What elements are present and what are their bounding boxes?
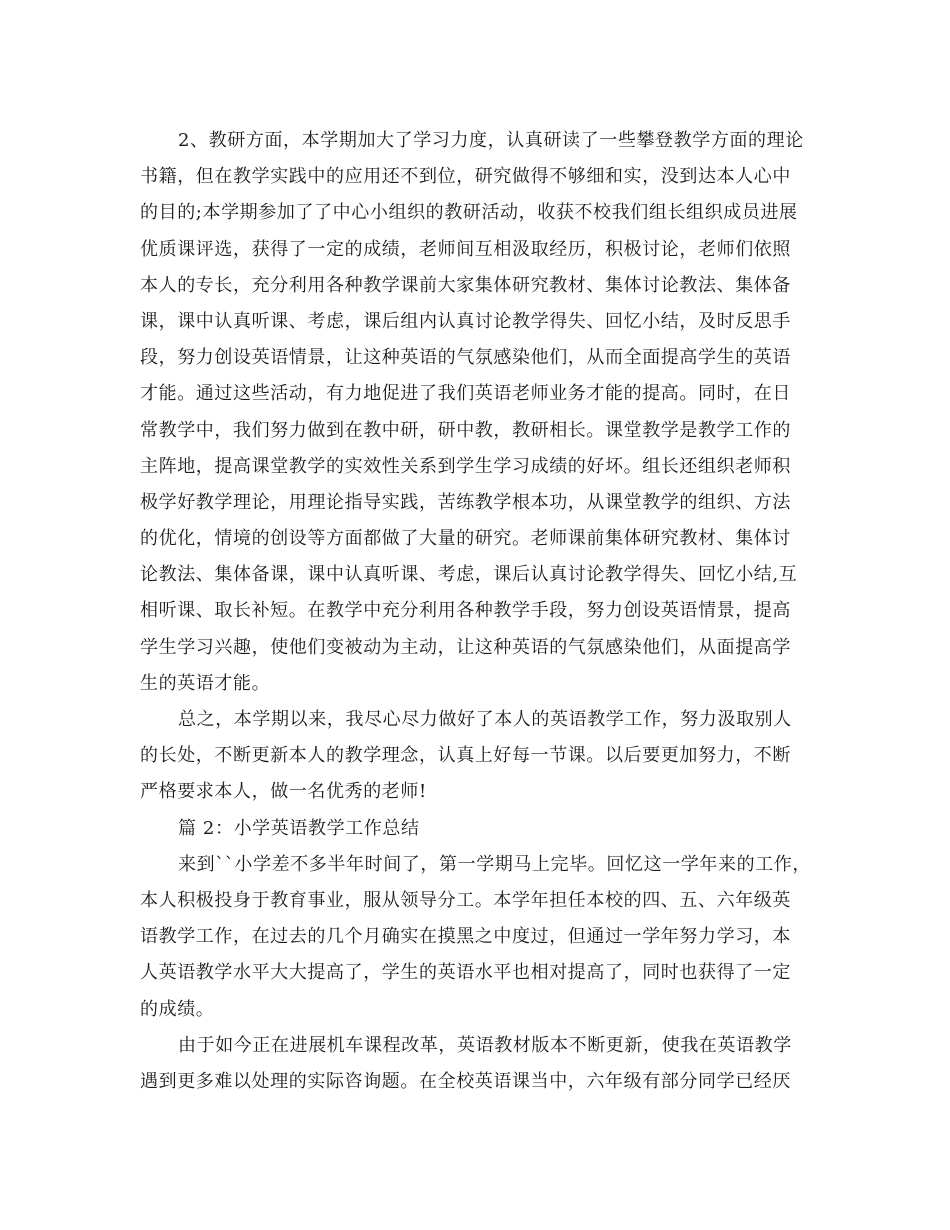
text-line: 论教法、集体备课，课中认真听课、考虑，课后认真讨论教学得失、回忆小结,互 [140, 564, 798, 586]
text-line: 段，努力创设英语情景，让这种英语的气氛感染他们，从而全面提高学生的英语 [140, 347, 791, 369]
text-line: 语教学工作，在过去的几个月确实在摸黑之中度过，但通过一学年努力学习，本 [140, 926, 791, 948]
text-line: 相听课、取长补短。在教学中充分利用各种教学手段，努力创设英语情景，提高 [140, 600, 791, 622]
text-line: 的长处，不断更新本人的教学理念，认真上好每一节课。以后要更加努力，不断 [140, 745, 791, 767]
text-line: 严格要求本人，做一名优秀的老师! [140, 781, 427, 803]
text-line: 生的英语才能。 [140, 672, 271, 694]
text-line: 学生学习兴趣，使他们变被动为主动，让这种英语的气氛感染他们，从面提高学 [140, 636, 791, 658]
text-line: 本人的专长，充分利用各种教学课前大家集体研究教材、集体讨论教法、集体备 [140, 274, 791, 296]
text-line: 的优化，情境的创设等方面都做了大量的研究。老师课前集体研究教材、集体讨 [140, 528, 791, 550]
text-line: 优质课评选，获得了一定的成绩，老师间互相汲取经历，积极讨论，老师们依照 [140, 238, 791, 260]
text-line: 遇到更多难以处理的实际咨询题。在全校英语课当中，六年级有部分同学已经厌 [140, 1070, 791, 1092]
text-line: 本人积极投身于教育事业，服从领导分工。本学年担任本校的四、五、六年级英 [140, 889, 791, 911]
section-heading: 篇 2：小学英语教学工作总结 [178, 817, 420, 839]
text-line: 书籍，但在教学实践中的应用还不到位，研究做得不够细和实，没到达本人心中 [140, 166, 791, 188]
text-line: 的成绩。 [140, 998, 215, 1020]
text-line: 人英语教学水平大大提高了，学生的英语水平也相对提高了，同时也获得了一定 [140, 962, 791, 984]
text-line: 才能。通过这些活动，有力地促进了我们英语老师业务才能的提高。同时，在日 [140, 383, 791, 405]
document-body [140, 123, 810, 1100]
text-line: 极学好教学理论，用理论指导实践，苦练教学根本功，从课堂教学的组织、方法 [140, 491, 791, 513]
text-line: 课，课中认真听课、考虑，课后组内认真讨论教学得失、回忆小结，及时反思手 [140, 310, 791, 332]
text-line: 常教学中，我们努力做到在教中研，研中教，教研相长。课堂教学是教学工作的 [140, 419, 791, 441]
text-line: 的目的;本学期参加了了中心小组织的教研活动，收获不校我们组长组织成员进展 [140, 202, 798, 224]
text-line: 主阵地，提高课堂教学的实效性关系到学生学习成绩的好坏。组长还组织老师积 [140, 455, 791, 477]
text-line: 2、教研方面，本学期加大了学习力度，认真研读了一些攀登教学方面的理论 [178, 130, 804, 151]
text-line: 总之，本学期以来，我尽心尽力做好了本人的英语教学工作，努力汲取别人 [178, 709, 792, 730]
text-line: 由于如今正在进展机车课程改革，英语教材版本不断更新，使我在英语教学 [178, 1034, 792, 1056]
text-line: 来到``小学差不多半年时间了，第一学期马上完毕。回忆这一学年来的工作， [178, 853, 811, 875]
